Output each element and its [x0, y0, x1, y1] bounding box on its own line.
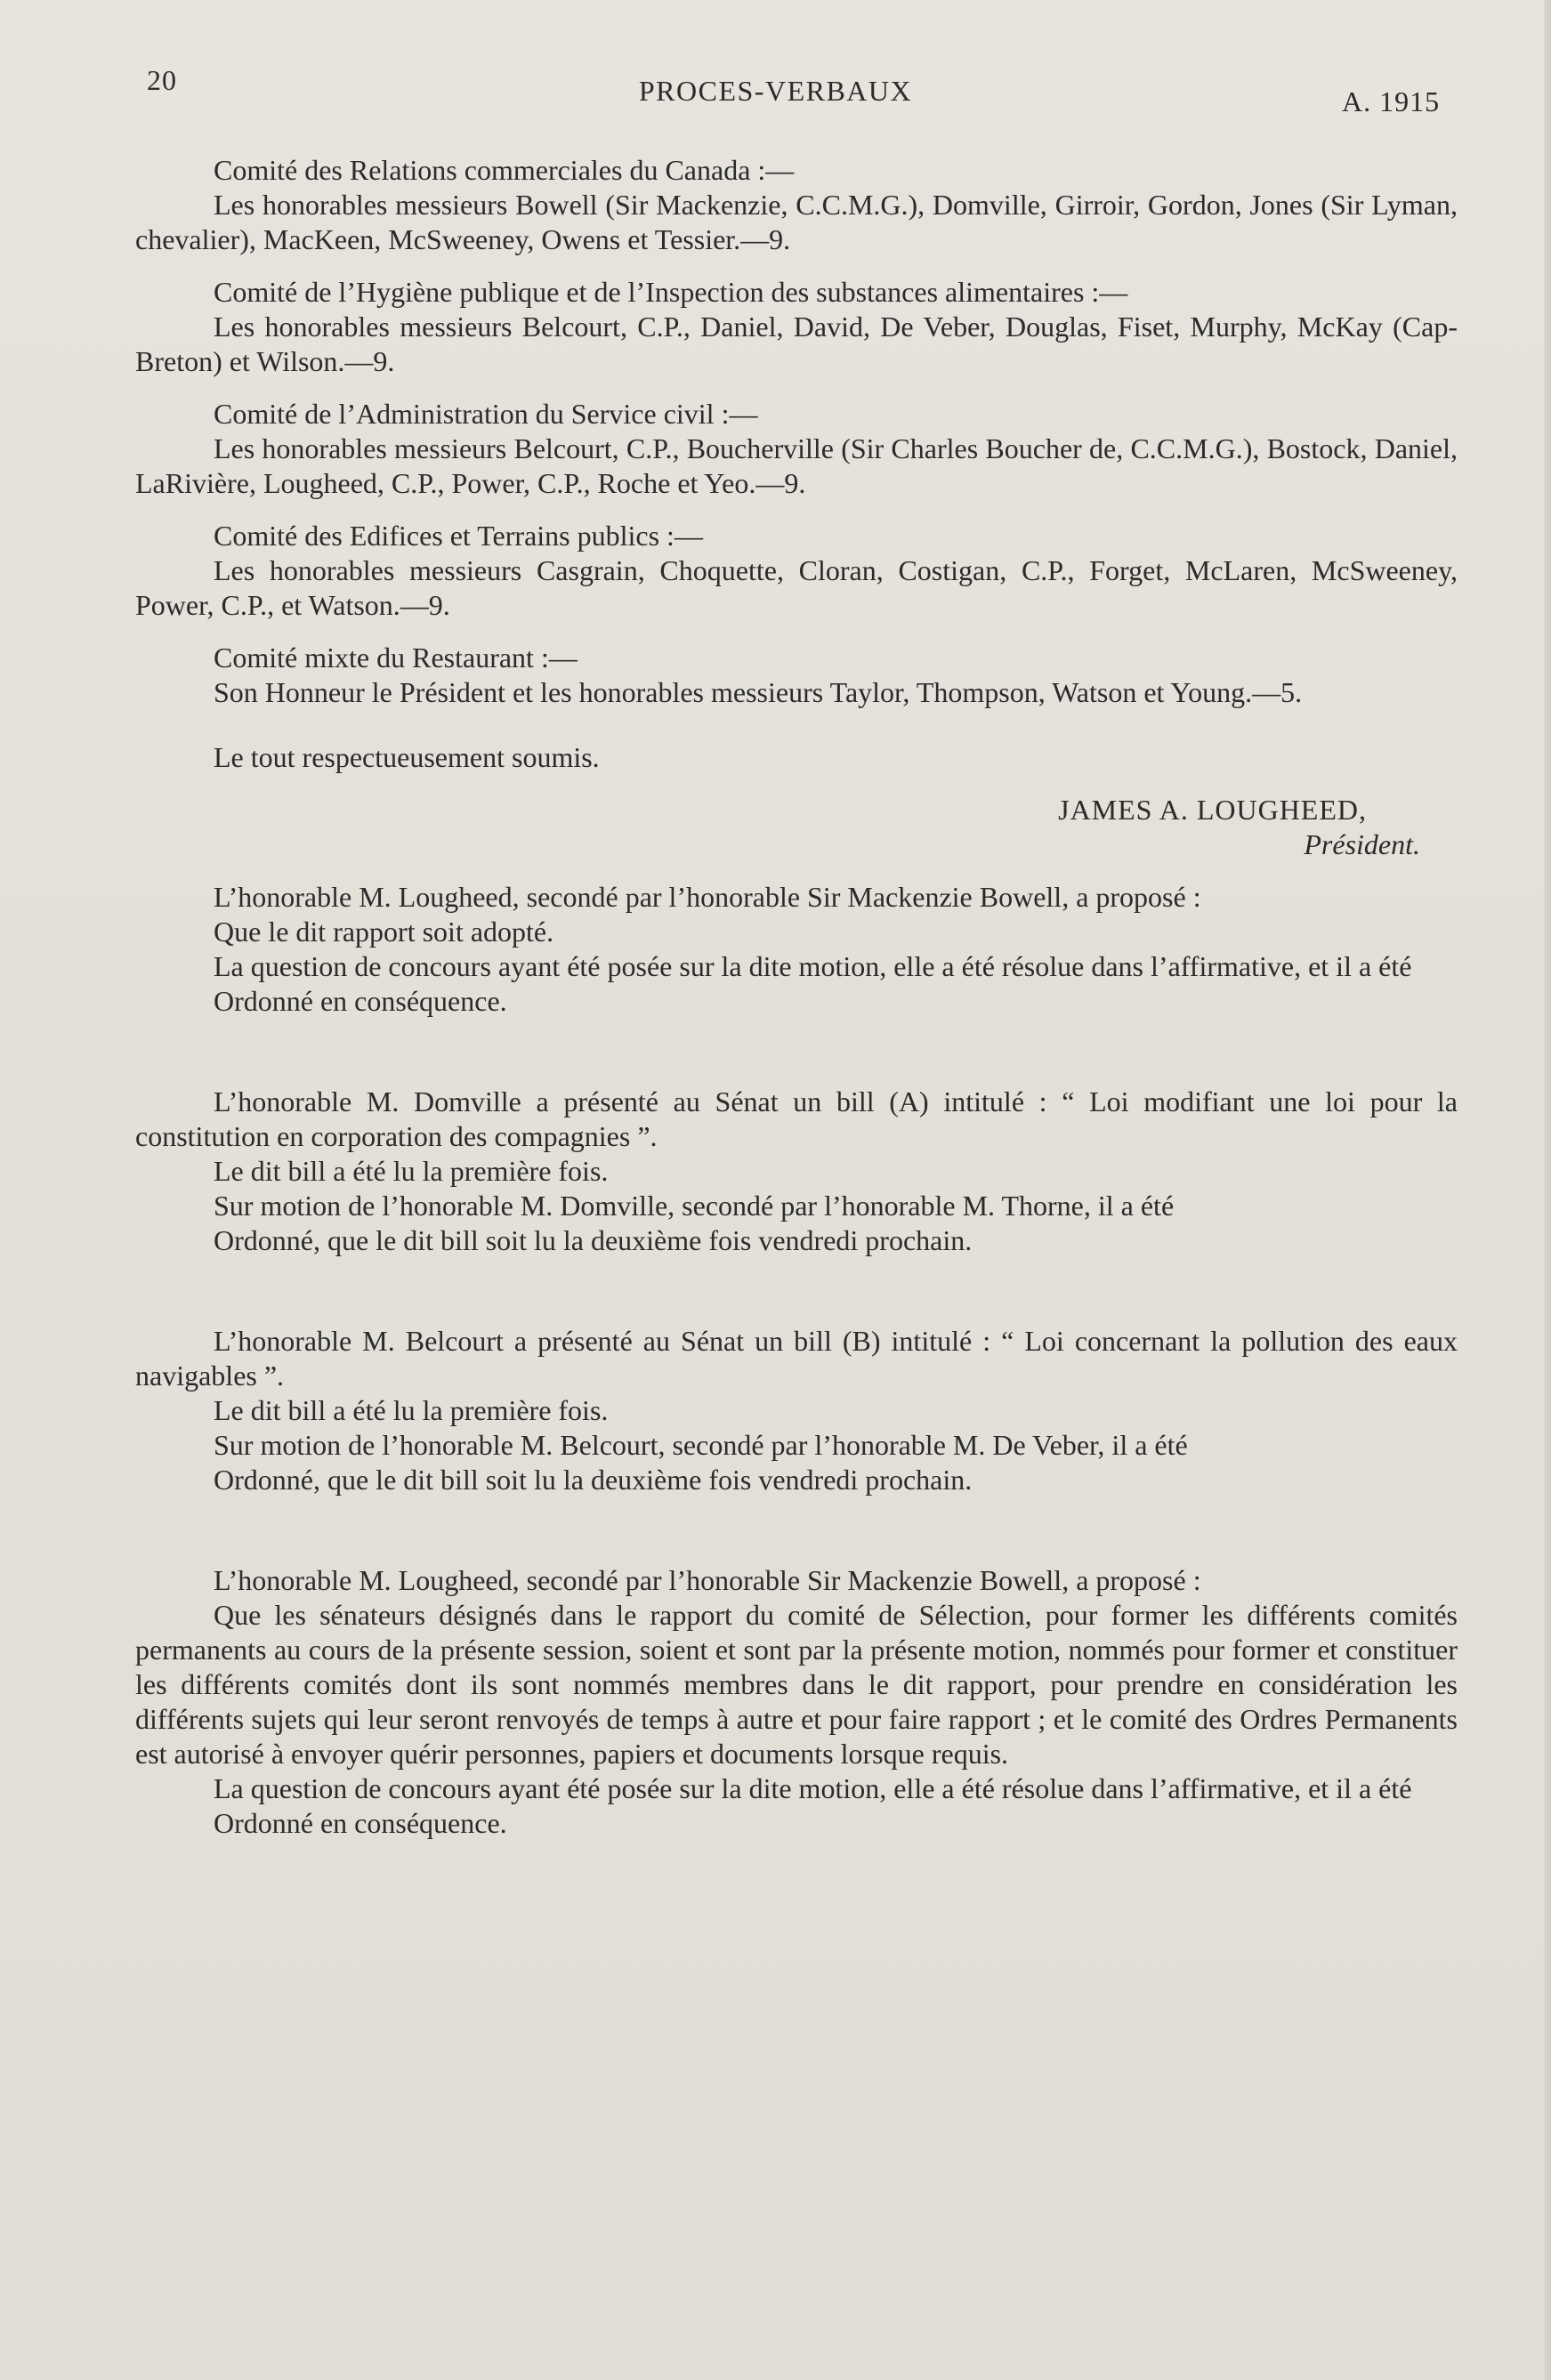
committee-title: Comité des Edifices et Terrains publics :—: [214, 520, 703, 552]
page-body: [135, 153, 1458, 1841]
motion-text: Que le dit rapport soit adopté.: [214, 916, 554, 948]
bill-b-motion: Sur motion de l’honorable M. Belcourt, secondé par l’honorable M. De Veber, il a été: [214, 1429, 1188, 1461]
committee-title: Comité des Relations commerciales du Canada :—: [214, 154, 795, 186]
signature-title: Président.: [1304, 828, 1420, 860]
committee-members: Les honorables messieurs Belcourt, C.P., Boucherville (Sir Charles Boucher de, C.C.M.G.), Bostock, Daniel, LaRivière, Lougheed, C.P., Power, C.P., Roche et Yeo.—9.: [135, 432, 1458, 499]
motion-order: Ordonné en conséquence.: [214, 985, 507, 1017]
committee-title: Comité mixte du Restaurant :—: [214, 641, 578, 674]
page-edge: [1544, 0, 1551, 2380]
page-header: [0, 64, 1551, 117]
signature-name: JAMES A. LOUGHEED,: [1058, 794, 1367, 826]
bill-b-order: Ordonné, que le dit bill soit lu la deuxième fois vendredi prochain.: [214, 1464, 973, 1496]
committee-members: Les honorables messieurs Bowell (Sir Mackenzie, C.C.M.G.), Domville, Girroir, Gordon, Jones (Sir Lyman, chevalier), MacKeen, McSweeney, Owens et Tessier.—9.: [135, 189, 1458, 255]
committee-members: Son Honneur le Président et les honorables messieurs Taylor, Thompson, Watson et Young.—5.: [214, 676, 1303, 708]
motion-intro: L’honorable M. Lougheed, secondé par l’honorable Sir Mackenzie Bowell, a proposé :: [214, 1564, 1201, 1596]
motion-text: Que les sénateurs désignés dans le rapport du comité de Sélection, pour former les différents comités permanents au cours de la présente session, soient et sont par la présente motion, nommés pour former et constituer les différents comités dont ils sont nommés membres dans le dit rapport, pour prendre en considération les différents sujets qui leur seront renvoyés de temps à autre et pour faire rapport ; et le comité des Ordres Permanents est autorisé à envoyer quérir personnes, papiers et documents lorsque requis.: [135, 1599, 1458, 1770]
bill-a-first-reading: Le dit bill a été lu la première fois.: [214, 1155, 609, 1187]
session-year: A. 1915: [1342, 85, 1441, 117]
bill-a-order: Ordonné, que le dit bill soit lu la deuxième fois vendredi prochain.: [214, 1224, 973, 1256]
committee-title: Comité de l’Administration du Service civil :—: [214, 398, 758, 430]
motion-intro: L’honorable M. Lougheed, secondé par l’honorable Sir Mackenzie Bowell, a proposé :: [214, 881, 1201, 913]
motion-result: La question de concours ayant été posée sur la dite motion, elle a été résolue dans l’affirmative, et il a été: [214, 950, 1412, 982]
bill-a-intro: L’honorable M. Domville a présenté au Sénat un bill (A) intitulé : “ Loi modifiant une loi pour la constitution en corporation des compagnies ”.: [135, 1085, 1458, 1152]
committee-title: Comité de l’Hygiène publique et de l’Inspection des substances alimentaires :—: [214, 276, 1128, 308]
closing-line: Le tout respectueusement soumis.: [214, 741, 600, 773]
motion-result: La question de concours ayant été posée sur la dite motion, elle a été résolue dans l’affirmative, et il a été: [214, 1772, 1412, 1804]
bill-b-intro: L’honorable M. Belcourt a présenté au Sénat un bill (B) intitulé : “ Loi concernant la pollution des eaux navigables ”.: [135, 1325, 1458, 1392]
committee-members: Les honorables messieurs Casgrain, Choquette, Cloran, Costigan, C.P., Forget, McLaren, McSweeney, Power, C.P., et Watson.—9.: [135, 554, 1458, 621]
page-number: 20: [147, 64, 177, 96]
motion-order: Ordonné en conséquence.: [214, 1807, 507, 1839]
running-title: PROCES-VERBAUX: [638, 75, 913, 107]
bill-a-motion: Sur motion de l’honorable M. Domville, secondé par l’honorable M. Thorne, il a été: [214, 1190, 1175, 1222]
committee-members: Les honorables messieurs Belcourt, C.P., Daniel, David, De Veber, Douglas, Fiset, Murphy, McKay (Cap-Breton) et Wilson.—9.: [135, 311, 1458, 377]
bill-b-first-reading: Le dit bill a été lu la première fois.: [214, 1394, 609, 1426]
